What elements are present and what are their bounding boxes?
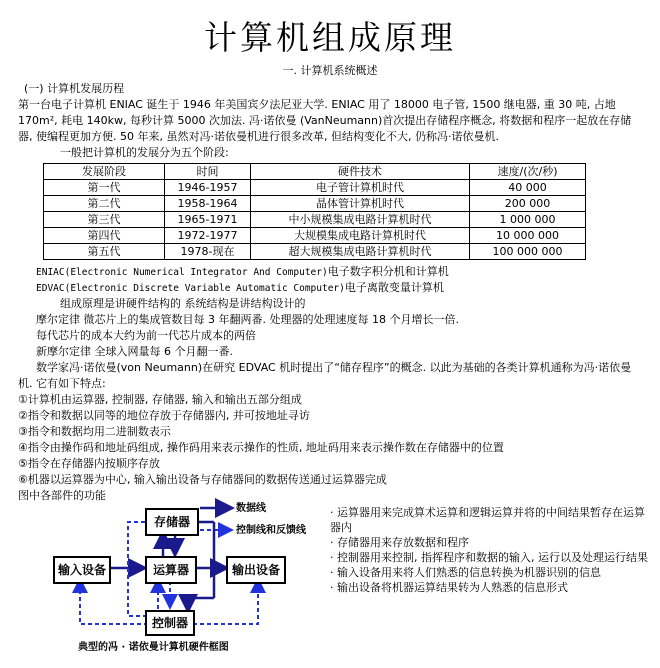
feature-item: ①计算机由运算器, 控制器, 存储器, 输入和输出五部分组成 xyxy=(18,393,302,406)
edvac-definition xyxy=(36,280,444,297)
component-functions-list xyxy=(330,505,648,595)
table-cell: 电子管计算机时代 xyxy=(251,180,470,196)
input-device-box: 输入设备 xyxy=(53,556,111,584)
table-cell: 晶体管计算机时代 xyxy=(251,196,470,212)
table-header: 速度/(次/秒) xyxy=(470,164,586,180)
table-cell: 40 000 xyxy=(470,180,586,196)
table-cell: 1978-现在 xyxy=(165,244,251,260)
principle-note: 组成原理是讲硬件结构的 系统结构是讲结构设计的 xyxy=(60,297,306,310)
von-neumann-diagram xyxy=(18,498,328,668)
function-item: · 存储器用来存放数据和程序 xyxy=(330,536,469,549)
section-heading: (一) 计算机发展历程 xyxy=(24,82,125,95)
stages-intro: 一般把计算机的发展分为五个阶段: xyxy=(60,146,229,159)
table-cell: 10 000 000 xyxy=(470,228,586,244)
generations-table xyxy=(43,163,586,260)
chapter-subtitle: 一. 计算机系统概述 xyxy=(282,64,378,77)
table-row xyxy=(44,228,586,244)
table-cell: 1965-1971 xyxy=(165,212,251,228)
table-cell: 第一代 xyxy=(44,180,165,196)
eniac-paragraph: 第一台电子计算机 ENIAC 诞生于 1946 年美国宾夕法尼亚大学. ENIAC 用了 18000 电子管, 1500 继电器, 重 30 吨, 占地 170m², 耗电 140kw, 每秒计算 5000 次加法. 冯·诺依曼 (VanNeumann)首次提出存储程序概念, 将数据和程序一起放在存储器, 使编程更加方便. 50 年来, 虽然对冯·诺依曼机进行很多改革, 但结构变化不大, 仍称冯·诺依曼机. xyxy=(18,98,632,143)
new-moore-law: 新摩尔定律 全球入网量每 6 个月翻一番. xyxy=(36,345,233,358)
feature-item: ②指令和数据以同等的地位存放于存储器内, 并可按地址寻访 xyxy=(18,409,310,422)
legend-data-label: 数据线 xyxy=(236,503,266,514)
feature-item: ③指令和数据均用二进制数表示 xyxy=(18,425,171,438)
control-line-output xyxy=(193,581,258,624)
eniac-english: ENIAC(Electronic Numerical Integrator And Computer) xyxy=(36,267,328,278)
legend-control-label: 控制线和反馈线 xyxy=(236,525,306,536)
page-title: 计算机组成原理 xyxy=(204,18,456,57)
feature-item: ⑤指令在存储器内按顺序存放 xyxy=(18,457,160,470)
von-neumann-intro: 数学家冯·诺依曼(von Neumann)在研究 EDVAC 机时提出了“储存程序”的概念. 以此为基础的各类计算机通称为冯·诺依曼机. 它有如下特点: xyxy=(18,361,632,390)
alu-box: 运算器 xyxy=(145,556,197,584)
eniac-definition xyxy=(36,264,449,281)
diagram-caption: 典型的冯 · 诺依曼计算机硬件框图 xyxy=(78,642,229,653)
feature-item: ⑥机器以运算器为中心, 输入输出设备与存储器间的数据传送通过运算器完成 xyxy=(18,473,387,486)
table-cell: 100 000 000 xyxy=(470,244,586,260)
table-cell: 第五代 xyxy=(44,244,165,260)
edvac-english: EDVAC(Electronic Discrete Variable Automatic Computer) xyxy=(36,283,345,294)
edvac-chinese: 电子离散变量计算机 xyxy=(344,281,444,294)
feature-item: ④指令由操作码和地址码组成, 操作码用来表示操作的性质, 地址码用来表示操作数在存储器中的位置 xyxy=(18,441,504,454)
memory-box: 存储器 xyxy=(145,508,199,536)
eniac-chinese: 电子数字积分机和计算机 xyxy=(327,265,449,278)
table-row xyxy=(44,196,586,212)
table-cell: 大规模集成电路计算机时代 xyxy=(251,228,470,244)
function-item: · 输入设备用来将人们熟悉的信息转换为机器识别的信息 xyxy=(330,566,601,579)
function-item: · 输出设备将机器运算结果转为人熟悉的信息形式 xyxy=(330,581,568,594)
table-row xyxy=(44,212,586,228)
table-header: 硬件技术 xyxy=(251,164,470,180)
control-line-input xyxy=(80,581,148,624)
cost-note: 每代芯片的成本大约为前一代芯片成本的两倍 xyxy=(36,329,256,342)
table-row xyxy=(44,180,586,196)
moore-law: 摩尔定律 微芯片上的集成管数目每 3 年翻两番. 处理器的处理速度每 18 个月增长一倍. xyxy=(36,313,459,326)
table-header: 发展阶段 xyxy=(44,164,165,180)
table-cell: 中小规模集成电路计算机时代 xyxy=(251,212,470,228)
table-cell: 1946-1957 xyxy=(165,180,251,196)
table-header-row xyxy=(44,164,586,180)
output-device-box: 输出设备 xyxy=(226,556,286,584)
table-row xyxy=(44,244,586,260)
table-cell: 1958-1964 xyxy=(165,196,251,212)
controller-box: 控制器 xyxy=(145,610,195,636)
table-cell: 第三代 xyxy=(44,212,165,228)
function-item: · 控制器用来控制, 指挥程序和数据的输入, 运行以及处理运行结果 xyxy=(330,551,648,564)
table-cell: 200 000 xyxy=(470,196,586,212)
function-item: · 运算器用来完成算术运算和逻辑运算并将的中间结果暂存在运算器内 xyxy=(330,506,645,534)
table-cell: 第四代 xyxy=(44,228,165,244)
table-cell: 1972-1977 xyxy=(165,228,251,244)
table-header: 时间 xyxy=(165,164,251,180)
table-cell: 1 000 000 xyxy=(470,212,586,228)
figure-heading: 图中各部件的功能 xyxy=(18,489,106,502)
table-cell: 超大规模集成电路计算机时代 xyxy=(251,244,470,260)
table-cell: 第二代 xyxy=(44,196,165,212)
